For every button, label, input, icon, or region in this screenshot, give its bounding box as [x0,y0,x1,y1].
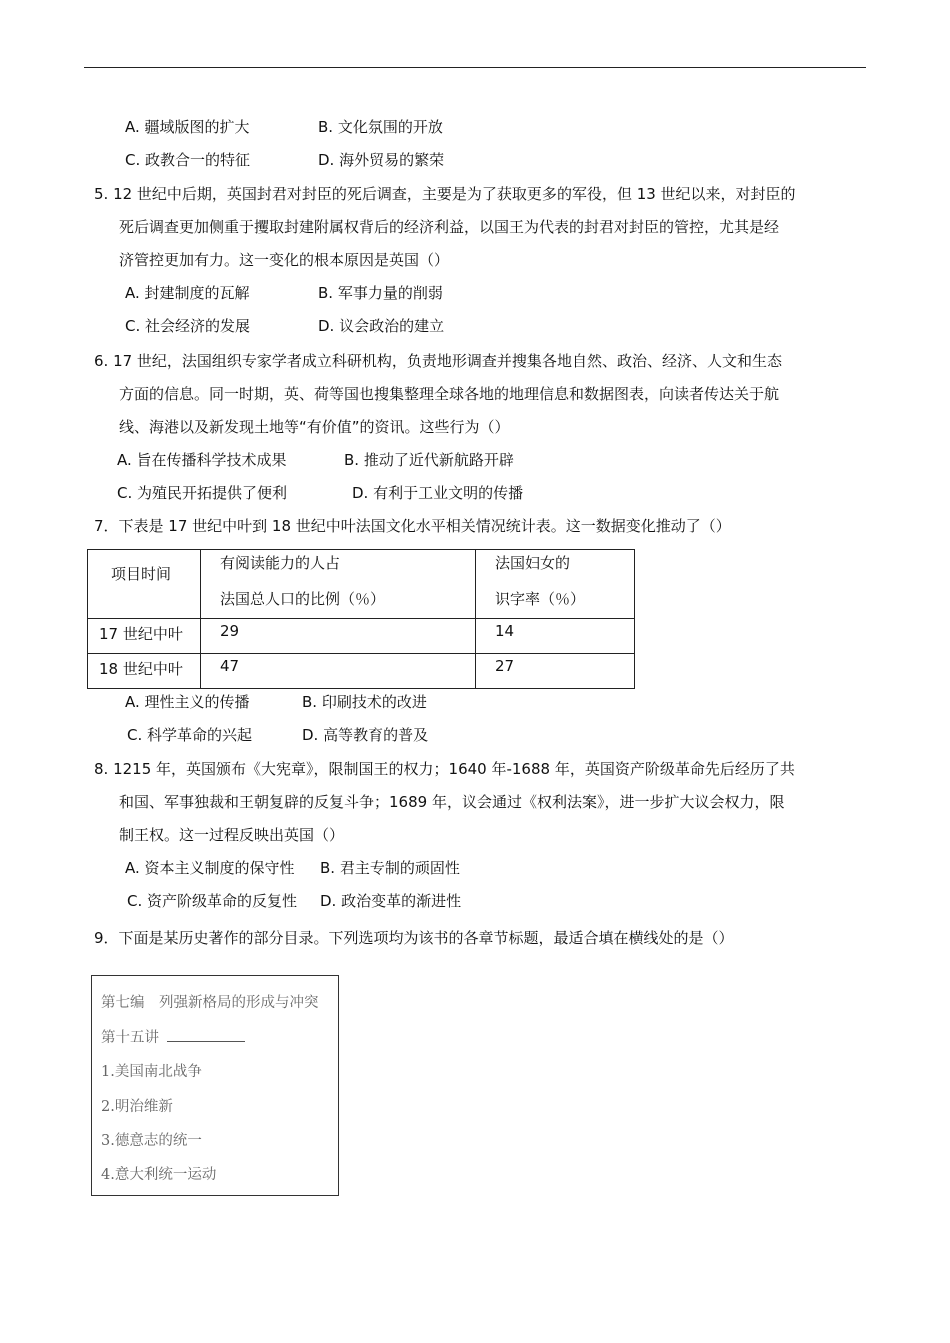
q8-stem-line2: 和国、军事独裁和王朝复辟的反复斗争；1689 年，议会通过《权利法案》，进一步扩大议会权力，限 [119,793,785,811]
q7-option-a[interactable]: A. 理性主义的传播 [125,693,250,711]
header-literacy-line1: 法国妇女的 [495,554,571,572]
header-literacy-line2: 识字率（％） [495,590,586,608]
row-literacy: 14 [495,622,515,640]
literacy-stats-table [87,549,635,689]
header-reading [201,550,476,619]
table-header-row [88,550,635,619]
toc-item: 2.明治维新 [101,1099,173,1115]
q8-stem-line3: 制王权。这一过程反映出英国（） [119,826,345,844]
row-reading-cell [201,654,476,689]
row-reading: 29 [220,622,240,640]
q6-stem-line1: 6. 17 世纪，法国组织专家学者成立科研机构，负责地形调查并搜集各地自然、政治、经济、人文和生态 [94,352,782,370]
table-of-contents-box [91,975,339,1196]
row-period-cell [88,654,201,689]
q6-option-d[interactable]: D. 有利于工业文明的传播 [352,484,524,502]
row-literacy-cell [476,619,635,654]
q4-option-d[interactable]: D. 海外贸易的繁荣 [318,151,445,169]
q8-stem-line1: 8. 1215 年，英国颁布《大宪章》，限制国王的权力；1640 年-1688 年，英国资产阶级革命先后经历了共 [94,760,795,778]
table-row [88,654,635,689]
row-literacy: 27 [495,657,515,675]
q8-option-c[interactable]: C. 资产阶级革命的反复性 [127,892,298,910]
q7-option-c[interactable]: C. 科学革命的兴起 [127,726,253,744]
header-literacy [476,550,635,619]
q7-option-b[interactable]: B. 印刷技术的改进 [302,693,427,711]
toc-part-title: 第七编 列强新格局的形成与冲突 [101,995,319,1011]
q5-option-a[interactable]: A. 封建制度的瓦解 [125,284,250,302]
toc-item: 1.美国南北战争 [101,1064,202,1080]
q6-option-b[interactable]: B. 推动了近代新航路开辟 [344,451,514,469]
toc-lecture-line [101,1026,245,1047]
q5-option-d[interactable]: D. 议会政治的建立 [318,317,445,335]
header-reading-line1: 有阅读能力的人占 [220,554,341,572]
q6-option-a[interactable]: A. 旨在传播科学技术成果 [117,451,287,469]
header-reading-line2: 法国总人口的比例（％） [220,590,386,608]
q5-stem-line2: 死后调查更加侧重于攫取封建附属权背后的经济利益，以国王为代表的封君对封臣的管控，尤其是经 [119,218,780,236]
row-reading-cell [201,619,476,654]
header-rule [84,67,866,68]
row-literacy-cell [476,654,635,689]
header-period-text: 项目时间 [111,565,172,583]
q5-stem-line1: 5. 12 世纪中后期，英国封君对封臣的死后调查，主要是为了获取更多的军役，但 13 世纪以来，对封臣的 [94,185,796,203]
toc-blank-line [167,1029,245,1042]
q8-option-b[interactable]: B. 君主专制的顽固性 [320,859,460,877]
q6-stem-line3: 线、海港以及新发现土地等“有价值”的资讯。这些行为（） [119,418,510,436]
q9-stem: 9．下面是某历史著作的部分目录。下列选项均为该书的各章节标题，最适合填在横线处的是（） [94,929,734,947]
toc-item: 3.德意志的统一 [101,1133,202,1149]
q5-option-b[interactable]: B. 军事力量的削弱 [318,284,443,302]
q7-option-d[interactable]: D. 高等教育的普及 [302,726,429,744]
q8-option-a[interactable]: A. 资本主义制度的保守性 [125,859,295,877]
q5-stem-line3: 济管控更加有力。这一变化的根本原因是英国（） [119,251,450,269]
q4-option-c[interactable]: C. 政教合一的特征 [125,151,251,169]
q6-stem-line2: 方面的信息。同一时期，英、荷等国也搜集整理全球各地的地理信息和数据图表，向读者传达关于航 [119,385,780,403]
q7-stem: 7．下表是 17 世纪中叶到 18 世纪中叶法国文化水平相关情况统计表。这一数据变化推动了（） [94,517,731,535]
q5-option-c[interactable]: C. 社会经济的发展 [125,317,251,335]
row-period-cell [88,619,201,654]
q4-option-a[interactable]: A. 疆域版图的扩大 [125,118,250,136]
row-reading: 47 [220,657,240,675]
header-period [88,550,201,619]
toc-lecture-label: 第十五讲 [101,1030,159,1046]
q8-option-d[interactable]: D. 政治变革的渐进性 [320,892,462,910]
table-row [88,619,635,654]
q6-option-c[interactable]: C. 为殖民开拓提供了便利 [117,484,288,502]
q4-option-b[interactable]: B. 文化氛围的开放 [318,118,443,136]
row-period: 17 世纪中叶 [99,625,183,643]
row-period: 18 世纪中叶 [99,660,183,678]
toc-item: 4.意大利统一运动 [101,1167,217,1183]
